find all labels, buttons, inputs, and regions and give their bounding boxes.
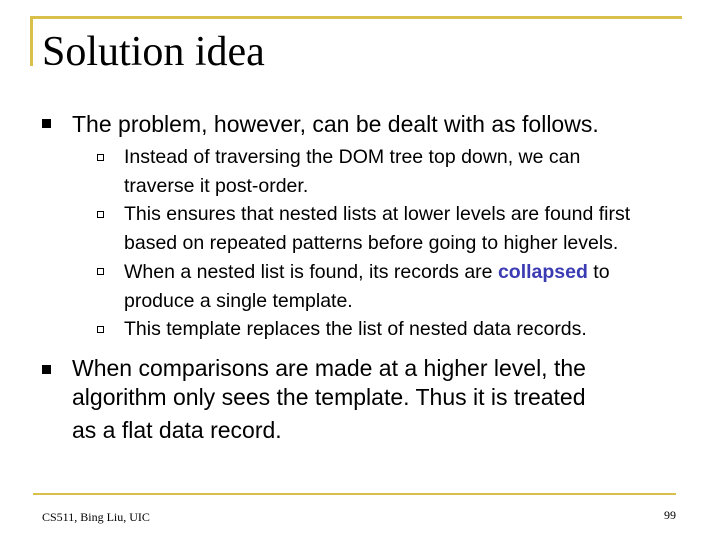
- footer-course: CS511, Bing Liu, UIC: [42, 510, 150, 524]
- bullet-square-icon: [42, 119, 51, 128]
- sub-bullet-3-post: to: [587, 261, 610, 283]
- bullet-2-line3: as a flat data record.: [72, 417, 282, 443]
- sub-bullet-icon: [97, 268, 104, 275]
- page-number: 99: [664, 508, 676, 522]
- sub-bullet-icon: [97, 211, 104, 218]
- footer-divider: [33, 493, 676, 495]
- sub-bullet-4-line1: This template replaces the list of nested data records.: [124, 318, 587, 340]
- emphasized-word: collapsed: [497, 261, 588, 283]
- sub-bullet-1-line1: Instead of traversing the DOM tree top down, we can: [124, 146, 581, 168]
- bullet-1-text: The problem, however, can be dealt with as follows.: [72, 111, 599, 137]
- sub-bullet-3-line2: produce a single template.: [124, 290, 353, 312]
- bullet-2-line1: When comparisons are made at a higher level, the: [72, 355, 586, 381]
- slide-title: Solution idea: [42, 29, 265, 75]
- top-border-line: [30, 16, 682, 19]
- left-border-line: [30, 16, 33, 66]
- sub-bullet-icon: [97, 326, 104, 333]
- bullet-square-icon: [42, 365, 51, 374]
- sub-bullet-2-line2: based on repeated patterns before going to higher levels.: [124, 232, 619, 254]
- sub-bullet-3-line1: [124, 258, 610, 287]
- sub-bullet-1-line2: traverse it post-order.: [124, 175, 309, 197]
- bullet-2-line2: algorithm only sees the template. Thus it is treated: [72, 384, 586, 410]
- sub-bullet-3-pre: When a nested list is found, its records are: [124, 261, 498, 283]
- sub-bullet-2-line1: This ensures that nested lists at lower levels are found first: [124, 203, 631, 225]
- sub-bullet-icon: [97, 154, 104, 161]
